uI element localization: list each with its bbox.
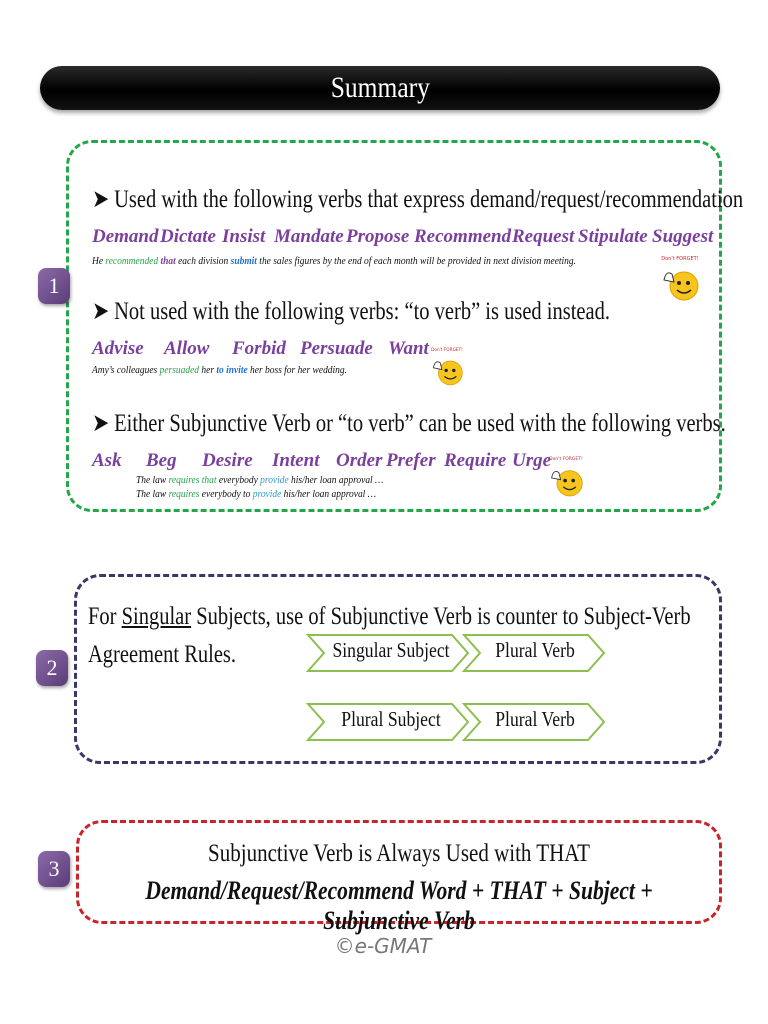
section-1-heading-1: ➤ Used with the following verbs that express demand/request/recommendation	[92, 186, 744, 213]
dont-forget-sticker-text: Don't FORGET!	[431, 347, 463, 353]
verb: Desire	[202, 450, 253, 471]
page-title: Summary	[330, 71, 430, 104]
dont-forget-sticker-text: Don't FORGET!	[661, 256, 699, 262]
section-2-line-1: For Singular Subjects, use of Subjunctive Verb is counter to Subject-Verb	[88, 603, 691, 630]
chevron-label: Singular Subject	[332, 638, 450, 662]
example-sentence-1: He recommended that each division submit the sales figures by the end of each month will be provided in next division meeting.	[92, 255, 576, 267]
arrow-bullet-icon: ➤	[92, 410, 110, 437]
example-sentence-3b: The law requires everybody to provide his/her loan approval …	[136, 488, 377, 500]
verb: Require	[444, 450, 507, 471]
section-3-line-2: Demand/Request/Recommend Word + THAT + Subject + Subjunctive Verb	[145, 876, 653, 935]
verb: Prefer	[386, 450, 436, 471]
verb: Intent	[272, 450, 320, 471]
badge-2: 2	[36, 650, 68, 686]
verb: Suggest	[652, 226, 714, 247]
verb-list-3	[92, 450, 552, 474]
chevron-label: Plural Verb	[495, 707, 575, 731]
verb: Ask	[92, 450, 122, 471]
verb: Demand	[92, 226, 159, 247]
example-sentence-3a: The law requires that everybody provide his/her loan approval …	[136, 474, 384, 486]
verb: Want	[388, 338, 429, 359]
chevron-label: Plural Verb	[495, 638, 575, 662]
badge-3: 3	[38, 851, 70, 887]
verb: Advise	[92, 338, 144, 359]
chevron-label: Plural Subject	[341, 707, 441, 731]
arrow-bullet-icon: ➤	[92, 186, 110, 213]
verb: Request	[512, 226, 575, 247]
smiley-icon	[548, 450, 584, 504]
smiley-icon	[430, 340, 464, 394]
verb: Propose	[346, 226, 410, 247]
verb: Recommend	[414, 226, 512, 247]
verb: Persuade	[300, 338, 373, 359]
verb: Mandate	[274, 226, 344, 247]
dont-forget-sticker-text: Don't FORGET!	[549, 456, 583, 462]
verb: Stipulate	[578, 226, 648, 247]
verb-list-1	[92, 226, 712, 250]
verb: Insist	[222, 226, 266, 247]
section-1-heading-3: ➤ Either Subjunctive Verb or “to verb” can be used with the following verbs.	[92, 410, 726, 437]
section-2-line-2: Agreement Rules.	[88, 641, 237, 668]
section-1-heading-2: ➤ Not used with the following verbs: “to verb” is used instead.	[92, 298, 610, 325]
verb: Dictate	[160, 226, 216, 247]
verb: Urge	[512, 450, 552, 471]
verb: Beg	[146, 450, 177, 471]
arrow-bullet-icon: ➤	[92, 298, 110, 325]
verb: Order	[336, 450, 383, 471]
verb: Forbid	[232, 338, 286, 359]
smiley-icon	[660, 252, 700, 306]
verb-list-2	[92, 338, 432, 362]
example-sentence-2: Amy’s colleagues persuaded her to invite her boss for her wedding.	[92, 364, 347, 376]
title-bar	[40, 66, 720, 110]
verb: Allow	[164, 338, 210, 359]
badge-1: 1	[38, 268, 70, 304]
section-3-line-1: Subjunctive Verb is Always Used with THAT	[208, 840, 590, 867]
egmat-logo: ©e-GMAT	[334, 934, 432, 958]
